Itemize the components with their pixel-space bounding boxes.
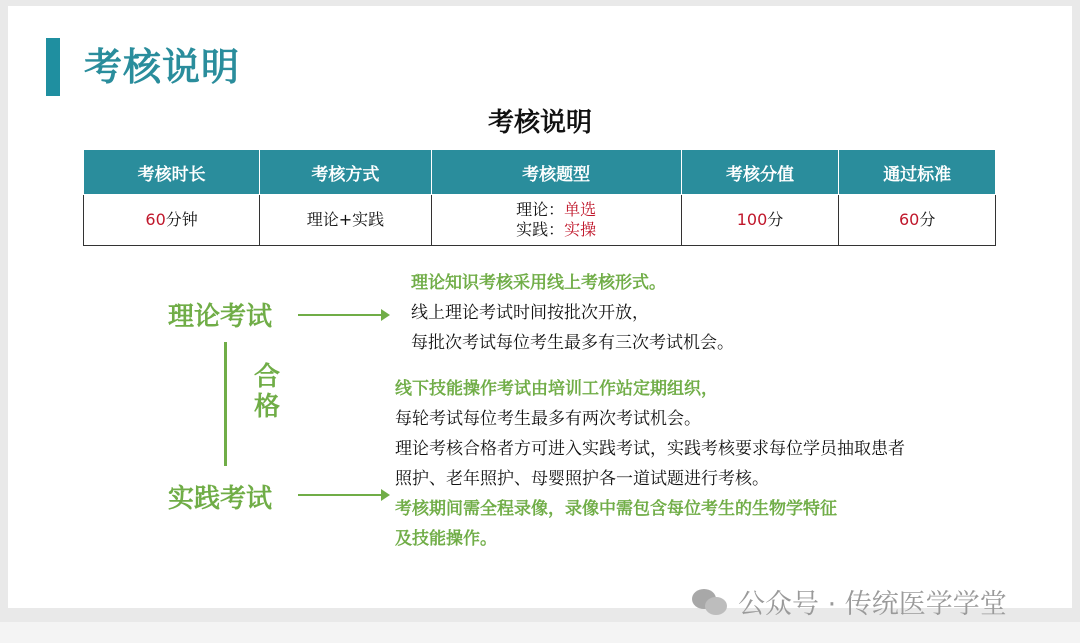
exam-info-table [83, 149, 996, 246]
cell-question-type [431, 195, 681, 246]
next-slide-strip [0, 622, 1080, 643]
practice-exam-label: 实践考试 [168, 484, 273, 514]
flow-connector-line [224, 342, 227, 466]
theory-description [411, 268, 734, 358]
cell-pass-standard [839, 195, 996, 246]
practice-line-3: 理论考核合格者方可进入实践考试，实践考核要求每位学员抽取患者 [395, 439, 905, 459]
pass-char-1: 合 [253, 362, 280, 392]
theory-exam-label: 理论考试 [168, 302, 273, 332]
header-method: 考核方式 [260, 150, 431, 195]
practice-description [395, 374, 905, 554]
cell-score [681, 195, 839, 246]
duration-number: 60 [145, 210, 166, 229]
theory-type-value: 单选 [564, 200, 597, 219]
score-unit: 分 [767, 210, 784, 229]
pass-unit: 分 [919, 210, 936, 229]
page-title: 考核说明 [84, 45, 241, 89]
practice-type-label: 实践： [516, 220, 565, 239]
theory-line-1: 理论知识考核采用线上考核形式。 [411, 273, 666, 293]
header-question-type: 考核题型 [431, 150, 681, 195]
theory-type-label: 理论： [516, 200, 565, 219]
cell-duration [84, 195, 260, 246]
practice-line-4: 照护、老年照护、母婴照护各一道试题进行考核。 [395, 469, 769, 489]
practice-line-1: 线下技能操作考试由培训工作站定期组织， [395, 379, 718, 399]
theory-arrow-icon [298, 314, 382, 316]
slide [8, 6, 1072, 608]
watermark [692, 582, 1007, 621]
cell-method: 理论+实践 [260, 195, 431, 246]
practice-line-2: 每轮考试每位考生最多有两次考试机会。 [395, 409, 701, 429]
duration-unit: 分钟 [165, 210, 198, 229]
practice-line-5: 考核期间需全程录像，录像中需包含每位考生的生物学特征 [395, 499, 837, 519]
table-caption: 考核说明 [487, 108, 592, 138]
watermark-text: 公众号 · 传统医学学堂 [738, 589, 1007, 620]
title-accent-bar [46, 38, 60, 96]
theory-line-3: 每批次考试每位考生最多有三次考试机会。 [411, 333, 734, 353]
header-score: 考核分值 [681, 150, 839, 195]
pass-number: 60 [899, 210, 920, 229]
score-number: 100 [736, 210, 768, 229]
theory-line-2: 线上理论考试时间按批次开放， [411, 303, 649, 323]
practice-type-value: 实操 [564, 220, 597, 239]
header-pass-standard: 通过标准 [839, 150, 996, 195]
practice-line-6: 及技能操作。 [395, 529, 497, 549]
pass-char-2: 格 [253, 392, 280, 422]
wechat-icon [692, 587, 730, 617]
header-duration: 考核时长 [84, 150, 260, 195]
pass-label [252, 362, 282, 422]
table-row [84, 195, 996, 246]
table-header-row [84, 150, 996, 195]
practice-arrow-icon [298, 494, 382, 496]
